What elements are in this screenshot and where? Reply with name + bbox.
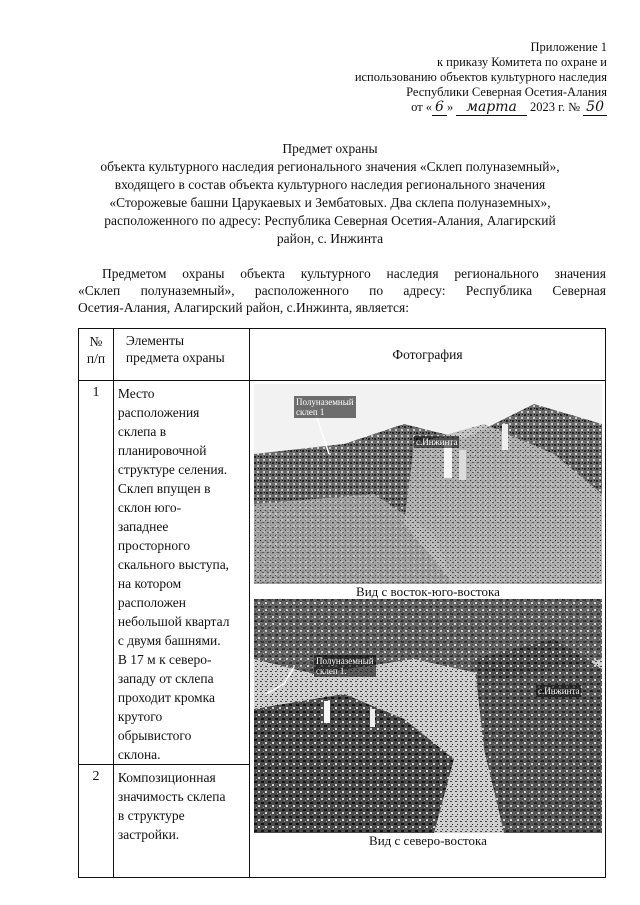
- element-line: крутого: [117, 709, 163, 724]
- appendix-line: Республики Северная Осетия-Алания: [406, 85, 607, 99]
- element-line: В 17 м к северо-: [117, 652, 212, 667]
- intro-line: Предметом охраны объекта культурного наследия регионального значения: [102, 266, 606, 281]
- photo-label-crypt-line: Полуназемный: [296, 397, 354, 407]
- photo-label-crypt-line: склеп 1.: [316, 666, 347, 676]
- photo-caption: Вид с северо-востока: [369, 833, 487, 848]
- table-header-row: [79, 329, 606, 381]
- header-elements-cell: [113, 329, 249, 381]
- appendix-line: Приложение 1: [530, 40, 607, 54]
- appendix-block: [287, 40, 607, 115]
- element-line: обрывистого: [117, 728, 192, 743]
- photo-label-crypt: [314, 655, 376, 677]
- element-line: с двумя башнями.: [117, 633, 221, 648]
- photo-label-crypt-line: Полуназемный: [316, 656, 374, 666]
- date-day: 6: [432, 99, 447, 116]
- element-line: значимость склепа: [117, 789, 226, 804]
- heading-line: расположенного по адресу: Республика Северная Осетия-Алания, Алагирский: [104, 213, 556, 228]
- header-num-cell: [79, 329, 114, 381]
- row-elements-cell: [113, 765, 249, 878]
- date-year: 2023 г. №: [530, 100, 581, 114]
- heading-title: Предмет охраны: [282, 141, 378, 156]
- element-line: Композиционная: [117, 770, 216, 785]
- appendix-line: к приказу Комитета по охране и: [436, 55, 607, 69]
- row-num-cell: [79, 381, 114, 765]
- element-line: небольшой квартал: [117, 614, 230, 629]
- heading-line: район, с. Инжинта: [276, 231, 384, 246]
- header-elements-line: предмета охраны: [125, 350, 225, 365]
- element-line: склон юго-: [117, 500, 182, 515]
- header-photo-cell: Фотография: [250, 329, 606, 381]
- element-line: скального выступа,: [117, 557, 230, 572]
- element-line: расположен: [117, 595, 186, 610]
- heading-line: «Сторожевые башни Царукаевых и Зембатовых. Два склепа полуназемных»,: [109, 195, 551, 210]
- photo-label-crypt-line: склеп 1: [296, 407, 325, 417]
- table-row: [79, 381, 606, 765]
- element-line: склона.: [117, 747, 161, 762]
- element-line: застройки.: [117, 827, 180, 842]
- element-line: склепа в: [117, 424, 167, 439]
- element-line: структуре селения.: [117, 462, 228, 477]
- element-line: в структуре: [117, 808, 185, 823]
- photo-label-village: с.Инжинта: [416, 437, 458, 447]
- element-line: Место: [117, 386, 155, 401]
- header-num-label: п/п: [86, 351, 106, 366]
- row-elements-cell: [113, 381, 249, 765]
- row-number: 1: [92, 385, 100, 400]
- heading-line: входящего в состав объекта культурного наследия регионального значения: [114, 177, 546, 192]
- document-heading: [60, 140, 600, 248]
- landscape-photo-2: [254, 599, 602, 833]
- order-number: 50: [583, 99, 607, 116]
- element-line: западнее: [117, 519, 169, 534]
- photo-east-southeast: [254, 384, 602, 584]
- element-line: планировочной: [117, 443, 207, 458]
- intro-paragraph: [78, 265, 606, 316]
- intro-line: Осетия-Алания, Алагирский район, с.Инжинта, является:: [78, 300, 409, 315]
- photo-label-village: с.Инжинта: [538, 686, 580, 696]
- protection-table: [78, 328, 606, 878]
- appendix-line: использованию объектов культурного наследия: [354, 70, 607, 84]
- row-number: 2: [92, 769, 100, 784]
- photo-cell: [250, 381, 606, 878]
- date-prefix: от «: [411, 100, 433, 114]
- header-num-symbol: №: [89, 334, 103, 349]
- element-line: на котором: [117, 576, 182, 591]
- intro-line: «Склеп полуназемный», расположенного по адресу: Республика Северная: [78, 283, 606, 298]
- heading-line: объекта культурного наследия регионального значения «Склеп полуназемный»,: [100, 159, 560, 174]
- row-num-cell: [79, 765, 114, 878]
- date-month: марта: [456, 99, 527, 116]
- element-line: расположения: [117, 405, 200, 420]
- photo-label-crypt: [294, 396, 356, 418]
- element-line: просторного: [117, 538, 191, 553]
- appendix-date-line: [287, 100, 607, 115]
- date-mid: »: [446, 100, 454, 114]
- element-line: западу от склепа: [117, 671, 214, 686]
- photo-northeast: [254, 599, 602, 833]
- photo-caption: Вид с восток-юго-востока: [356, 584, 500, 599]
- header-elements-line: Элементы: [125, 333, 185, 348]
- element-line: проходит кромка: [117, 690, 215, 705]
- element-line: Склеп впущен в: [117, 481, 211, 496]
